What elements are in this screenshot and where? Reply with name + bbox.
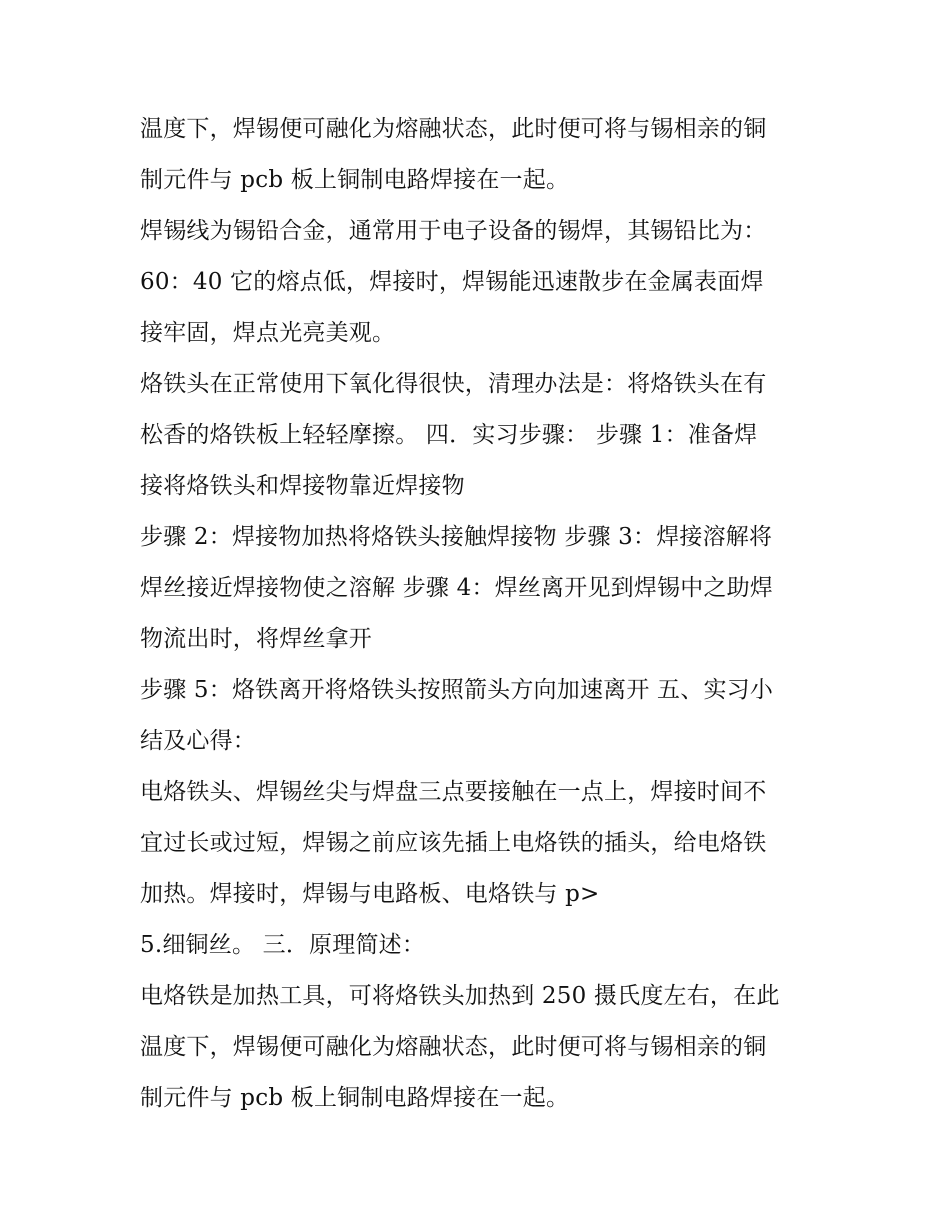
paragraph-1 <box>140 104 815 206</box>
text-line: 电烙铁头、焊锡丝尖与焊盘三点要接触在一点上，焊接时间不 <box>140 779 767 805</box>
text-line: 电烙铁是加热工具，可将烙铁头加热到 250 摄氏度左右，在此 <box>140 983 780 1009</box>
paragraph-7 <box>140 920 815 971</box>
text-line: 步骤 5：烙铁离开将烙铁头按照箭头方向加速离开 五、实习小 <box>140 677 774 703</box>
text-line: 步骤 2：焊接物加热将烙铁头接触焊接物 步骤 3：焊接溶解将 <box>140 524 773 550</box>
text-line: 5.细铜丝。 三．原理简述： <box>140 932 426 958</box>
text-line: 温度下，焊锡便可融化为熔融状态，此时便可将与锡相亲的铜 <box>140 1034 767 1060</box>
text-line: 温度下，焊锡便可融化为熔融状态，此时便可将与锡相亲的铜 <box>140 116 767 142</box>
text-line: 宜过长或过短，焊锡之前应该先插上电烙铁的插头，给电烙铁 <box>140 830 767 856</box>
paragraph-2 <box>140 206 815 359</box>
text-line: 制元件与 pcb 板上铜制电路焊接在一起。 <box>140 1085 570 1111</box>
paragraph-4 <box>140 512 815 665</box>
paragraph-8 <box>140 971 815 1124</box>
document-body <box>140 104 815 1124</box>
paragraph-3 <box>140 359 815 512</box>
text-line: 松香的烙铁板上轻轻摩擦。 四．实习步骤： 步骤 1：准备焊 <box>140 422 758 448</box>
text-line: 接牢固，焊点光亮美观。 <box>140 320 396 346</box>
text-line: 制元件与 pcb 板上铜制电路焊接在一起。 <box>140 167 570 193</box>
text-line: 焊锡线为锡铅合金，通常用于电子设备的锡焊，其锡铅比为： <box>140 218 767 244</box>
text-line: 加热。焊接时，焊锡与电路板、电烙铁与 p> <box>140 881 600 907</box>
text-line: 焊丝接近焊接物使之溶解 步骤 4：焊丝离开见到焊锡中之助焊 <box>140 575 774 601</box>
text-line: 结及心得： <box>140 728 256 754</box>
text-line: 物流出时，将焊丝拿开 <box>140 626 372 652</box>
paragraph-5 <box>140 665 815 767</box>
text-line: 烙铁头在正常使用下氧化得很快，清理办法是：将烙铁头在有 <box>140 371 767 397</box>
paragraph-6 <box>140 767 815 920</box>
text-line: 60：40 它的熔点低，焊接时，焊锡能迅速散步在金属表面焊 <box>140 269 764 295</box>
text-line: 接将烙铁头和焊接物靠近焊接物 <box>140 473 465 499</box>
